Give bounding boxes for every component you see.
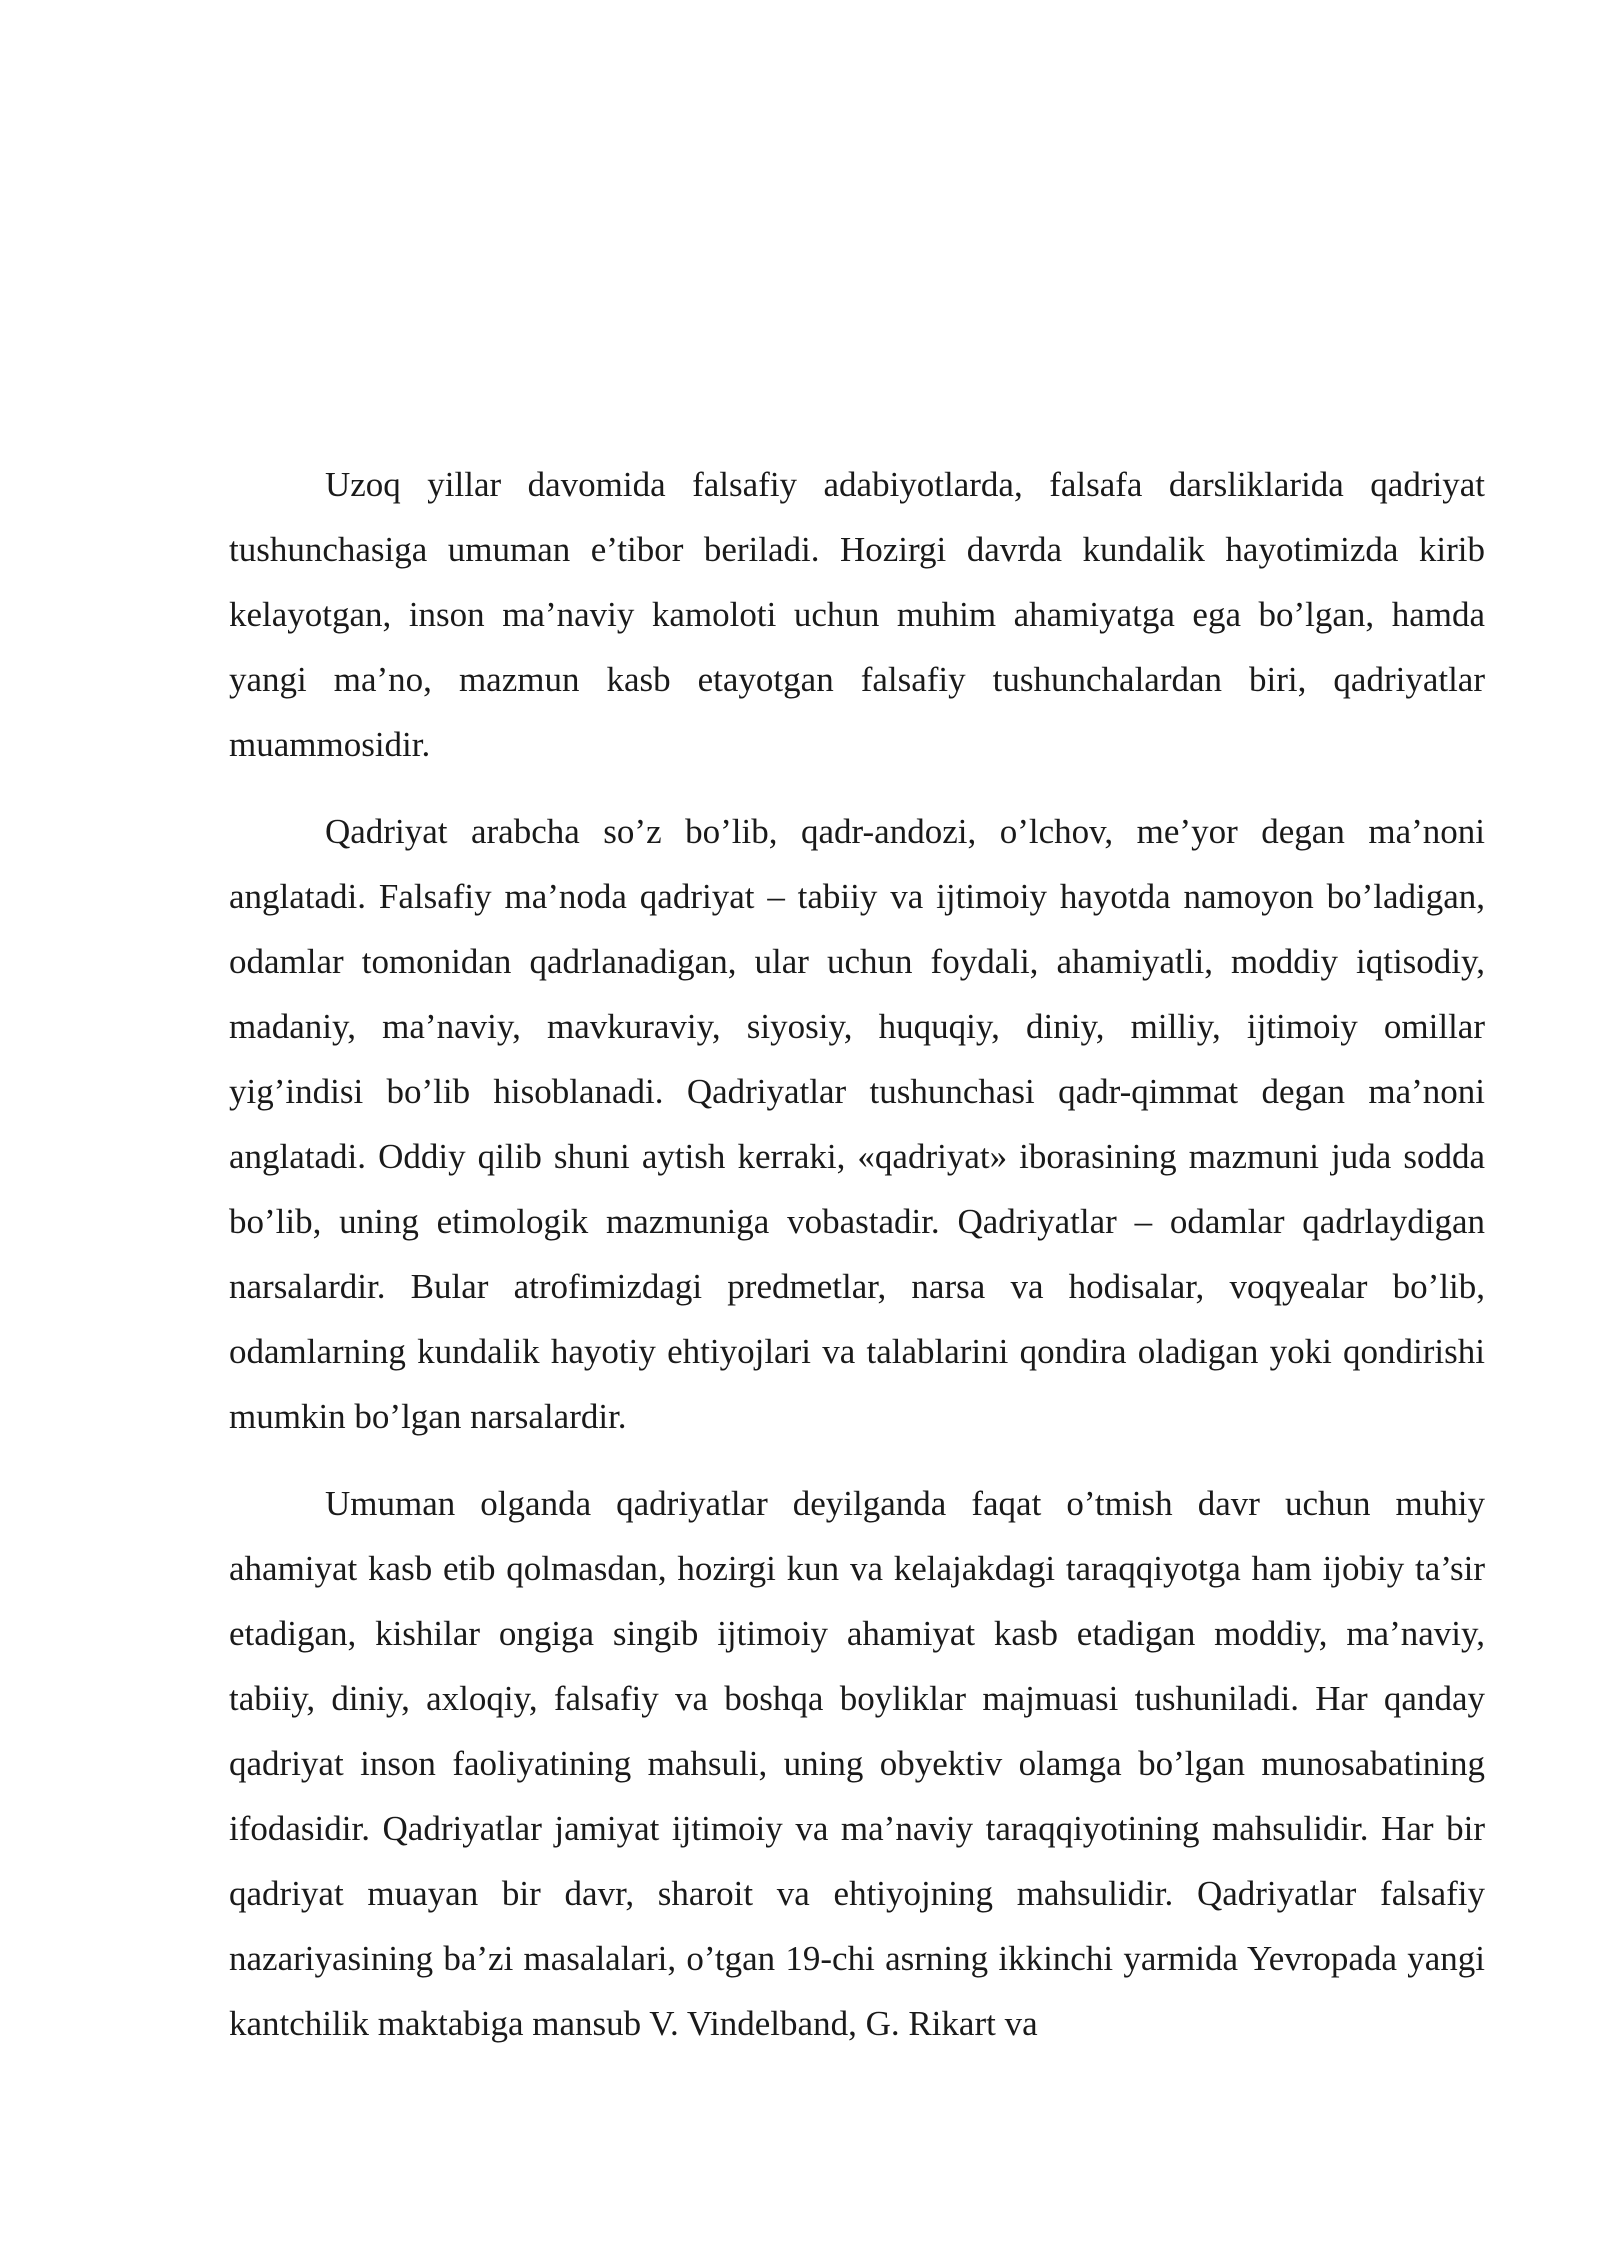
paragraph-1: Uzoq yillar davomida falsafiy adabiyotlarda, falsafa darsliklarida qadriyat tushunchasiga umuman e’tibor beriladi. Hozirgi davrda kundalik hayotimizda kirib kelayotgan, inson ma’naviy kamoloti uchun muhim ahamiyatga ega bo’lgan, hamda yangi ma’no, mazmun kasb etayotgan falsafiy tushunchalardan biri, qadriyatlar muammosidir. [229, 465, 1485, 764]
document-page [229, 452, 1485, 2056]
paragraph-2: Qadriyat arabcha so’z bo’lib, qadr-andozi, o’lchov, me’yor degan ma’noni anglatadi. Falsafiy ma’noda qadriyat – tabiiy va ijtimoiy hayotda namoyon bo’ladigan, odamlar tomonidan qadrlanadigan, ular uchun foydali, ahamiyatli, moddiy iqtisodiy, madaniy, ma’naviy, mavkuraviy, siyosiy, huquqiy, diniy, milliy, ijtimoiy omillar yig’indisi bo’lib hisoblanadi. Qadriyatlar tushunchasi qadr-qimmat degan ma’noni anglatadi. Oddiy qilib shuni aytish kerraki, «qadriyat» iborasining mazmuni juda sodda bo’lib, uning etimologik mazmuniga vobastadir. Qadriyatlar – odamlar qadrlaydigan narsalardir. Bular atrofimizdagi predmetlar, narsa va hodisalar, voqyealar bo’lib, odamlarning kundalik hayotiy ehtiyojlari va talablarini qondira oladigan yoki qondirishi mumkin bo’lgan narsalardir. [229, 812, 1485, 1436]
paragraph-3: Umuman olganda qadriyatlar deyilganda faqat o’tmish davr uchun muhiy ahamiyat kasb etib qolmasdan, hozirgi kun va kelajakdagi taraqqiyotga ham ijobiy ta’sir etadigan, kishilar ongiga singib ijtimoiy ahamiyat kasb etadigan moddiy, ma’naviy, tabiiy, diniy, axloqiy, falsafiy va boshqa boyliklar majmuasi tushuniladi. Har qanday qadriyat inson faoliyatining mahsuli, uning obyektiv olamga bo’lgan munosabatining ifodasidir. Qadriyatlar jamiyat ijtimoiy va ma’naviy taraqqiyotining mahsulidir. Har bir qadriyat muayan bir davr, sharoit va ehtiyojning mahsulidir. Qadriyatlar falsafiy nazariyasining ba’zi masalalari, o’tgan 19-chi asrning ikkinchi yarmida Yevropada yangi kantchilik maktabiga mansub V. Vindelband, G. Rikart va [229, 1484, 1485, 2043]
